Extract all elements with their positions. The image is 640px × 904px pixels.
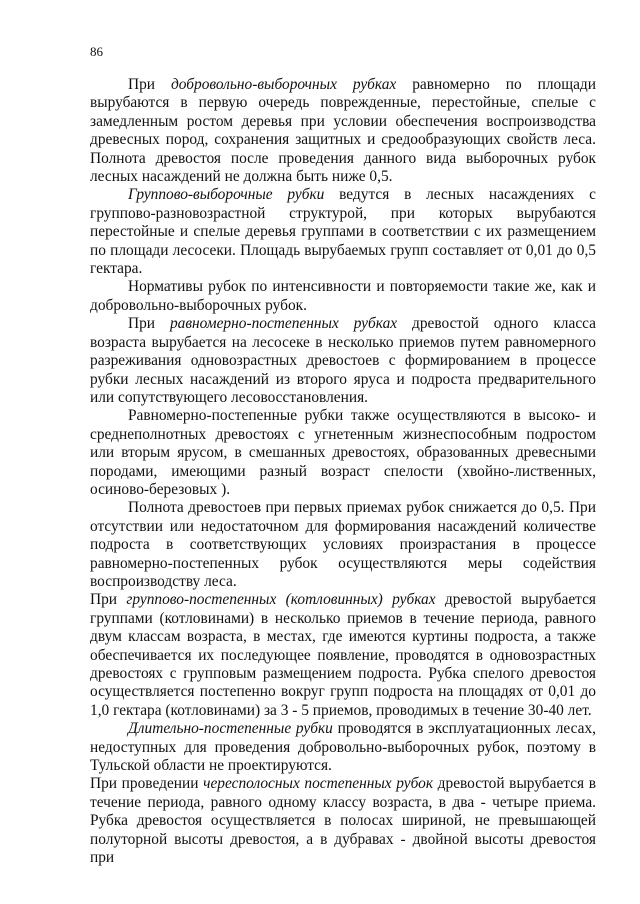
paragraph [90,76,596,186]
paragraph [90,407,596,499]
text-segment: Полнота древостоев при первых приемах рубок снижается до 0,5. При отсутствии или недостаточном для формирования насаждений количестве подроста в соответствующих условиях произрастания в процессе равномерно-постепенных рубок осуществляются меры содействия воспроизводству леса. [90,499,596,590]
page-number: 86 [90,44,103,59]
italic-term: чересполосных постепенных рубок [203,775,434,793]
text-segment: древостой одного класса возраста вырубается на лесосеке в несколько приемов путем равномерного разреживания одновозрастных древостоев с формированием в процессе рубки лесных насаждений из второго яруса и подроста предварительного или сопутствующего лесовосстановления. [90,315,596,406]
paragraph [90,186,596,278]
italic-term: равномерно-постепенных рубках [169,315,398,333]
paragraph [90,499,596,591]
italic-term: добровольно-выборочных рубках [170,76,397,93]
text-segment: Равномерно-постепенные рубки также осуществляются в высоко- и среднеполнотных древостоях с угнетенным жизнеспособным подростом или вторым ярусом, в смешанных древостоях, образованных древесными породами, имеющими разный возраст спелости (хвойно-лиственных, осиново-березовых ). [90,407,596,498]
paragraph [90,278,596,315]
text-segment: При [128,315,170,333]
paragraph [90,591,596,720]
text-segment: Нормативы рубок по интенсивности и повторяемости такие же, как и добровольно-выборочных рубок. [90,278,596,314]
paragraph [90,315,596,407]
italic-term: Длительно-постепенные рубки [128,720,333,738]
italic-term: Группово-выборочные рубки [128,186,325,204]
text-segment: равномерно по площади вырубаются в первую очередь поврежденные, перестойные, спелые с замедленным ростом деревья при условии обеспечения воспроизводства древесных пород, сохранения защитных и средообразующих свойств леса. Полнота древостоя после проведения данного вида выборочных рубок лесных насаждений не должна быть ниже 0,5. [90,76,596,186]
text-segment: древостой вырубается группами (котловинами) в несколько приемов в течение периода, равного двум классам возраста, в местах, где имеются куртины подроста, а также обеспечивается их последующее появление, проводятся в одновозрастных древостоях с групповым размещением подроста. Рубка спелого древостоя осуществляется постепенно вокруг групп подроста на площадях от 0,01 до 1,0 гектара (котловинами) за 3 - 5 приемов, проводимых в течение 30-40 лет. [90,591,596,719]
text-segment: При [128,76,171,93]
text-segment: ведутся в лесных насаждениях с группово-разновозрастной структурой, при которых вырубаются перестойные и спелые деревья группами в соответствии с их размещением по площади лесосеки. Площадь вырубаемых групп составляет от 0,01 до 0,5 гектара. [90,186,596,278]
italic-term: группово-постепенных (котловинных) рубках [126,591,436,609]
body-text [90,76,596,867]
text-segment: проводятся в эксплуатационных лесах, недоступных для проведения добровольно-выборочных рубок, поэтому в Тульской области не проектируются. [90,720,596,775]
paragraph [90,720,596,775]
text-segment: При проведении [90,775,204,793]
text-segment: древостой вырубается в течение периода, равного одному классу возраста, в два - четыре приема. Рубка древостоя осуществляется в полосах шириной, не превышающей полуторной высоты древостоя, а в дубравах - двойной высоты древостоя при [90,775,596,867]
text-segment: При [90,591,127,609]
paragraph [90,775,596,867]
